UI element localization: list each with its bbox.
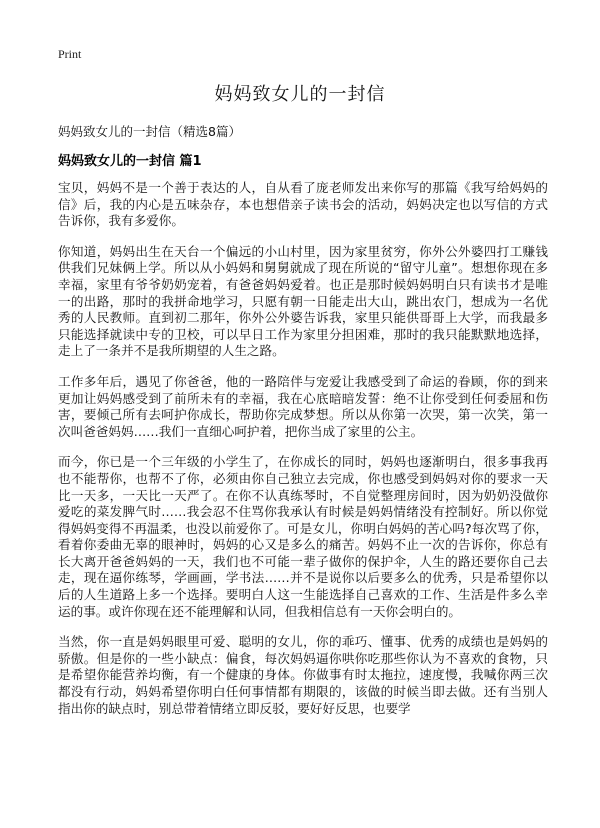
paragraph: 宝贝，妈妈不是一个善于表达的人，自从看了庞老师发出来你写的那篇《我写给妈妈的信》后，我的内心是五味杂存，本也想借亲子读书会的活动，妈妈决定也以写信的方式告诉你，我有多爱你。 [58, 180, 548, 229]
paragraph: 你知道，妈妈出生在天台一个偏远的小山村里，因为家里贫穷，你外公外婆四打工赚钱供我们兄妹俩上学。所以从小妈妈和舅舅就成了现在所说的“留守儿童”。想想你现在多幸福，家里有爷爷奶奶宠着，有爸爸妈妈爱着。也正是那时候妈妈明白只有读书才是唯一的出路，那时的我拼命地学习，只愿有朝一日能走出大山，跳出农门，想成为一名优秀的人民教师。直到初二那年，你外公外婆告诉我，家里只能供哥哥上大学，而我最多只能选择就读中专的卫校，可以早日工作为家里分担困难，那时的我只能默默地选择，走上了一条并不是我所期望的人生之路。 [58, 243, 548, 359]
paragraph: 而今，你已是一个三年级的小学生了，在你成长的同时，妈妈也逐渐明白，很多事我再也不能帮你，也帮不了你，必须由你自己独立去完成，你也感受到妈妈对你的要求一天比一天多，一天比一天严了。在你不认真练琴时，不自觉整理房间时，因为奶奶没做你爱吃的菜发脾气时……我会忍不住骂你我承认有时候是妈妈情绪没有控制好。所以你觉得妈妈变得不再温柔，也没以前爱你了。可是女儿，你明白妈妈的苦心吗?每次骂了你，看着你委曲无辜的眼神时，妈妈的心又是多么的痛苦。妈妈不止一次的告诉你，你总有长大离开爸爸妈妈的一天，我们也不可能一辈子做你的保护伞，人生的路还要你自己去走，现在逼你练琴，学画画，学书法……并不是说你以后要多么的优秀，只是希望你以后的人生道路上多一个选择。要明白人这一生能选择自己喜欢的工作、生活是件多么幸运的事。或许你现在还不能理解和认同，但我相信总有一天你会明白的。 [58, 454, 548, 619]
section-title: 妈妈致女儿的一封信 篇1 [58, 154, 202, 169]
paragraph: 工作多年后，遇见了你爸爸，他的一路陪伴与宠爱让我感受到了命运的眷顾，你的到来更加让妈妈感受到了前所未有的幸福，我在心底暗暗发誓：绝不让你受到任何委屈和伤害，要倾己所有去呵护你成长，帮助你完成梦想。所以从你第一次哭，第一次笑，第一次叫爸爸妈妈……我们一直细心呵护着，把你当成了家里的公主。 [58, 373, 548, 439]
paragraph: 当然，你一直是妈妈眼里可爱、聪明的女儿，你的乖巧、懂事、优秀的成绩也是妈妈的骄傲。但是你的一些小缺点：偏食，每次妈妈逼你哄你吃那些你认为不喜欢的食物，只是希望你能营养均衡，有一个健康的身体。你做事有时太拖拉，速度慢，我喊你两三次都没有行动，妈妈希望你明白任何事情都有期限的，该做的时候当即去做。还有当别人指出你的缺点时，别总带着情绪立即反驳，要好好反思，也要学 [58, 634, 548, 716]
document-body [58, 180, 548, 731]
document-subtitle: 妈妈致女儿的一封信（精选8篇） [58, 124, 241, 139]
print-link[interactable]: Print [58, 47, 82, 61]
document-title: 妈妈致女儿的一封信 [214, 84, 386, 105]
